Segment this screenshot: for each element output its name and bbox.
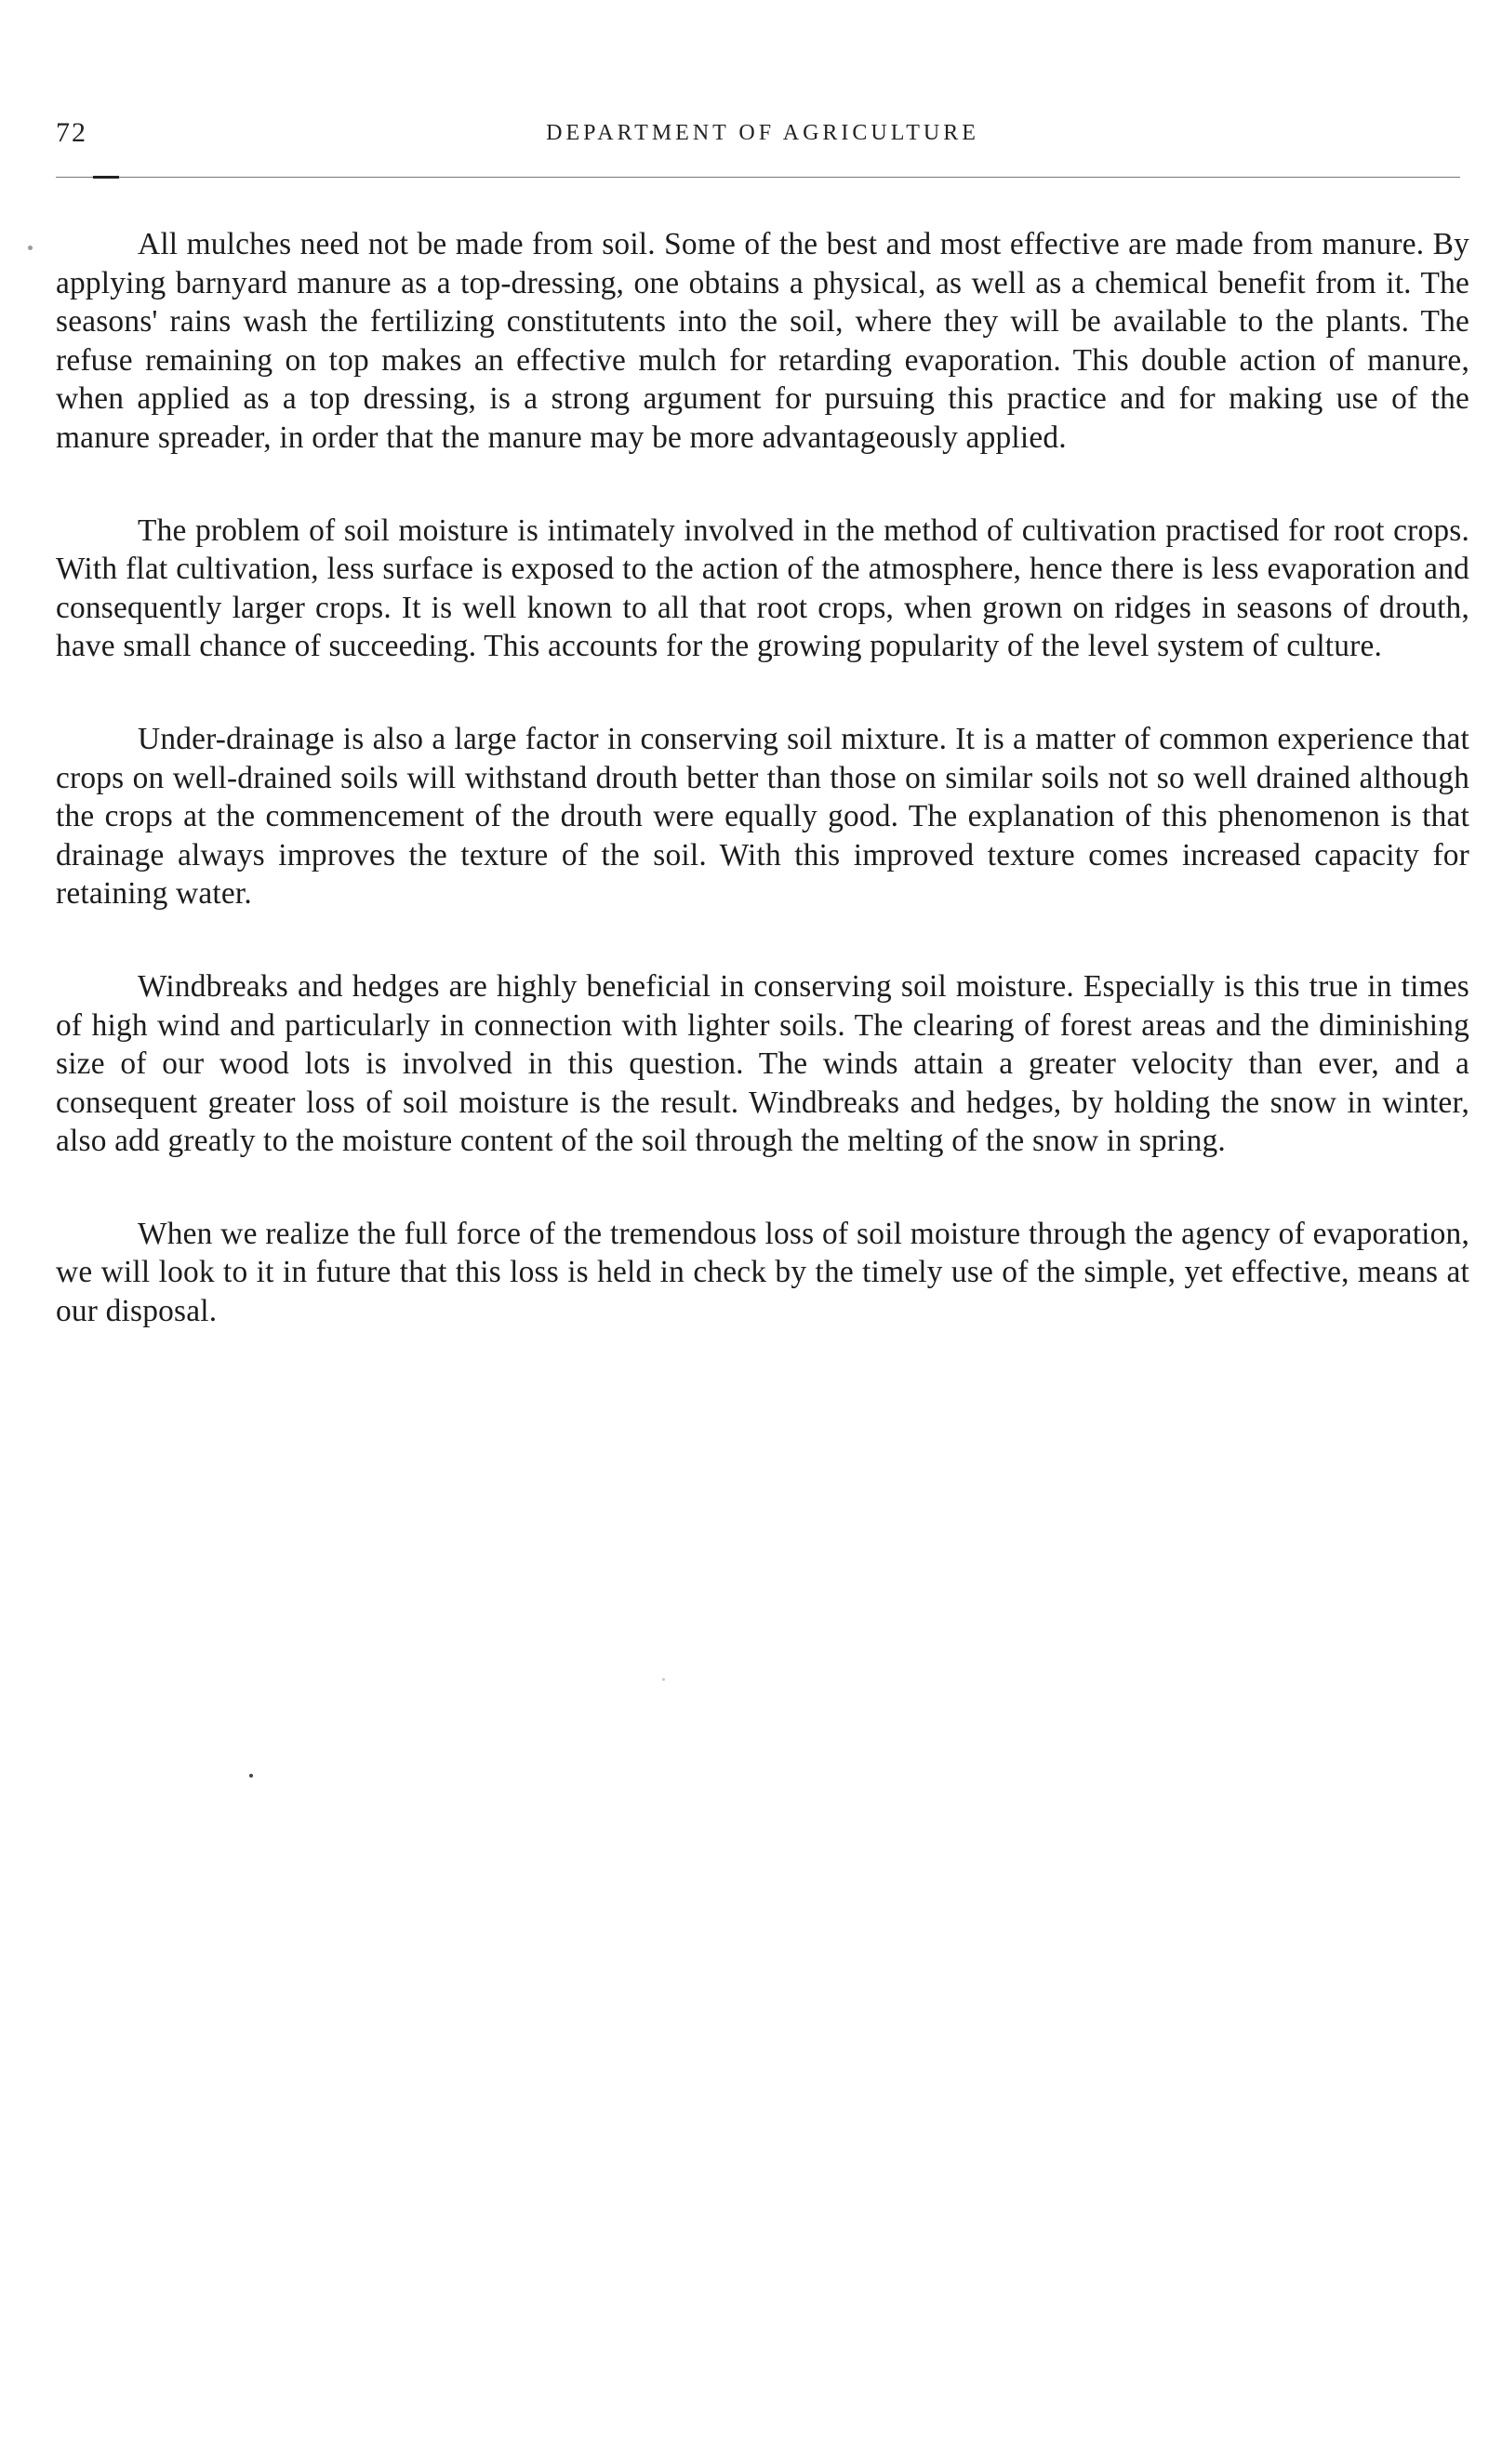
paper-speck xyxy=(249,1774,253,1778)
paragraph-mulches: All mulches need not be made from soil. Some of the best and most effective are made from manure. By applying barnyard manure as a top-dressing, one obtains a physical, as well as a chemical benefit from it. The seasons' rains wash the fertilizing constitutents into the soil, where they will be available to the plants. The refuse remaining on top makes an effective mulch for retarding evaporation. This double action of manure, when applied as a top dressing, is a strong argument for pursuing this practice and for making use of the manure spreader, in order that the manure may be more advantageously applied. xyxy=(56,227,1469,455)
paragraph-windbreaks: Windbreaks and hedges are highly beneficial in conserving soil moisture. Especially is this true in times of high wind and particularly in connection with lighter soils. The clearing of forest areas and the diminishing size of our wood lots is involved in this question. The winds attain a greater velocity than ever, and a consequent greater loss of soil moisture is the result. Windbreaks and hedges, by holding the snow in winter, also add greatly to the moisture content of the soil through the melting of the snow in spring. xyxy=(56,968,1469,1159)
running-head: DEPARTMENT OF AGRICULTURE xyxy=(546,121,979,145)
page-number: 72 xyxy=(56,117,87,148)
header-rule xyxy=(56,177,1460,178)
paper-speck xyxy=(662,1678,665,1681)
paragraph-root-crops: The problem of soil moisture is intimately involved in the method of cultivation practised for root crops. With flat cultivation, less surface is exposed to the action of the atmosphere, hence there is less evaporation and consequently larger crops. It is well known to all that root crops, when grown on ridges in seasons of drouth, have small chance of succeeding. This accounts for the growing popularity of the level system of culture. xyxy=(56,513,1469,664)
page-header xyxy=(56,117,1469,154)
header-rule-mark xyxy=(93,176,119,179)
paper-speck xyxy=(28,246,33,250)
paragraph-under-drainage: Under-drainage is also a large factor in conserving soil mixture. It is a matter of common experience that crops on well-drained soils will withstand drouth better than those on similar soils not so well drained although the crops at the commencement of the drouth were equally good. The explanation of this phenomenon is that drainage always improves the texture of the soil. With this improved texture comes increased capacity for retaining water. xyxy=(56,721,1469,912)
body-text xyxy=(56,225,1469,1385)
paragraph-conclusion: When we realize the full force of the tremendous loss of soil moisture through the agency of evaporation, we will look to it in future that this loss is held in check by the timely use of the simple, yet effective, means at our disposal. xyxy=(56,1216,1469,1329)
